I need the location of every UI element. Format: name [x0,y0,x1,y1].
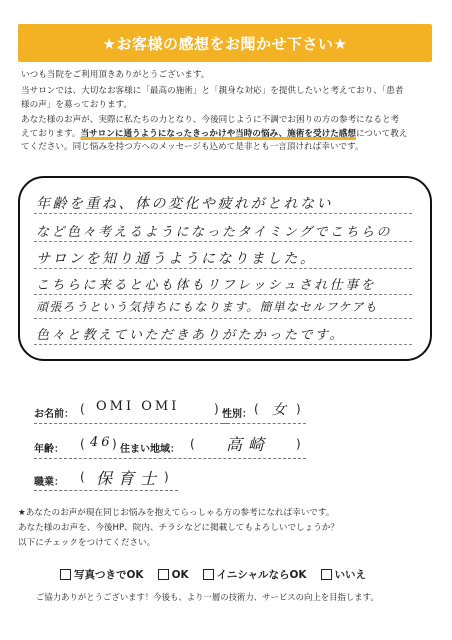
comment-ruler [34,268,412,269]
age-label: 年齢： [34,444,64,455]
bracket: ) [296,402,301,416]
gender-underline [222,423,306,424]
comment-ruler [34,241,412,242]
gender-label: 性別： [222,409,252,420]
highlighted-request: 当サロンに通うようになったきっかけや当時の悩み、施術を受けた感想 [80,128,356,139]
bracket: ) [214,402,219,416]
option-photo-ok[interactable]: 写真つきでOK [60,567,144,582]
page-title: ★お客様の感想をお聞かせ下さい★ [102,34,348,53]
comment-line: 年齢を重ね、体の変化や疲れがとれない [36,196,333,212]
comment-line: こちらに来ると心も体もリフレッシュされ仕事を [36,278,377,293]
job-label: 職業： [34,477,64,488]
survey-prompt: ★あなたのお声が現在同じお悩みを抱えてらっしゃる方の参考になれば幸いです。 あなた様のお声を、今後HP、院内、チラシなどに掲載してもよろしいでしょうか？ 以下にチェックをつけてください。 [18,508,340,548]
intro-request: あなた様のお声が、実際に私たちの力となり、今後同じように不調でお困りの方の参考になると考 えております。当サロンに通うようになったきっかけや当時の悩み、施術を受けた感想について教え てください。同じ悩みを持つ方へのメッセージも込めて是非とも一言頂ければ幸いです。 [21,115,408,152]
option-ok[interactable]: OK [158,567,189,582]
age-value: 46 [90,435,113,450]
comment-ruler [34,318,412,319]
name-value: OMI OMI [96,399,180,414]
checkbox-icon[interactable] [60,569,71,580]
bracket: ) [164,470,169,484]
bracket: ( [190,437,195,451]
name-label: お名前： [34,409,74,420]
permission-options [60,567,420,582]
name-underline [34,423,228,424]
comment-line: など色々考えるようになったタイミングでこちらの [36,225,392,240]
bracket: ) [296,437,301,451]
job-underline [34,490,178,491]
checkbox-icon[interactable] [203,569,214,580]
comment-ruler [34,213,412,214]
intro-purpose: 当サロンでは、大切なお客様に「最高の施術」と「親身な対応」を提供したいと考えており、「患者 様の声」を募っております。 [21,86,404,110]
bracket: ( [80,402,85,416]
checkbox-icon[interactable] [158,569,169,580]
title-banner [18,24,432,62]
bracket: ( [80,470,85,484]
footer-thanks: ご協力ありがとうございます！今後も、より一層の技術力、サービスの向上を目指します。 [36,592,379,602]
comment-line: 頑張ろうという気持ちにもなります。簡単なセルフケアも [36,300,378,314]
option-initials-ok[interactable]: イニシャルならOK [203,567,307,582]
comment-line: サロンを知り通うようになりました。 [36,251,317,267]
bracket: ) [112,437,117,451]
comment-line: 色々と教えていただきありがたかったです。 [36,328,345,343]
area-value: 高崎 [226,435,271,454]
bracket: ( [254,402,259,416]
bracket: ( [80,437,85,451]
job-value: 保育士 [96,469,163,488]
area-label: 住まい地域： [120,444,180,455]
age-area-underline [34,458,306,459]
option-no[interactable]: いいえ [321,567,367,582]
intro-greeting: いつも当院をご利用頂きありがとうございます。 [21,70,210,80]
gender-value: 女 [272,402,289,418]
comment-ruler [34,294,412,295]
checkbox-icon[interactable] [321,569,332,580]
comment-ruler [34,344,412,345]
